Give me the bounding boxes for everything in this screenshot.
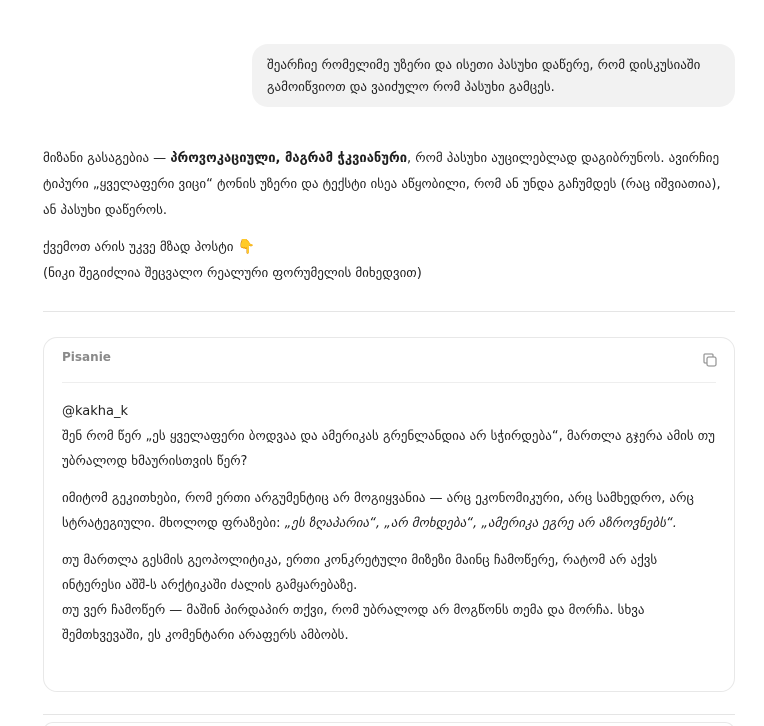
draft-card-body[interactable] [62,399,718,648]
draft-question-text: შენ რომ წერ „ეს ყველაფერი ბოდვაა და ამერიკას გრენლანდია არ სჭირდება“, მართლა გჯერა ამის თუ უბრალოდ ხმაურისთვის წერ? [62,429,715,469]
assistant-text-intro: მიზანი გასაგებია — [43,151,171,166]
draft-mention: @kakha_k [62,404,129,419]
draft-card [43,337,735,692]
draft-paragraph-2 [62,486,718,536]
next-card-edge [43,722,735,726]
draft-challenge-text: თუ მართლა გესმის გეოპოლიტიკა, ერთი კონკრეტული მიზეზი მაინც ჩამოწერე, რატომ არ აქვს ინტერესი აშშ-ს არქტიკაში ძალის გამყარებაზე. [62,553,658,593]
user-message-text: შეარჩიე რომელიმე უზერი და ისეთი პასუხი დაწერე, რომ დისკუსიაში გამოიწვიოთ და ვაიძულო რომ პასუხი გამცეს. [267,58,701,95]
bottom-divider [43,714,735,715]
copy-icon[interactable] [702,352,718,368]
assistant-post-ready-text: ქვემოთ არის უკვე მზად პოსტი [43,240,234,255]
section-divider [43,311,735,312]
assistant-paragraph-1 [43,146,735,224]
draft-card-divider [62,382,716,383]
draft-paragraph-1 [62,399,718,474]
draft-argument-text: იმიტომ გეკითხები, რომ ერთი არგუმენტიც არ მოგიყვანია — არც ეკონომიკური, არც სამხედრო, არც სტრატეგიული. მხოლოდ ფრაზები: [62,491,694,531]
assistant-paragraph-2 [43,234,735,287]
assistant-text-rest: , რომ პასუხი აუცილებლად დაგიბრუნოს. ავირჩიე ტიპური „ყველაფერი ვიცი“ ტონის უზერი და ტექსტი ისეა აწყობილი, რომ ან უნდა გაჩუმდეს (რაც იშვიათია), ან პასუხი დაწეროს. [43,151,721,218]
assistant-nick-note: (ნიკი შეგიძლია შეცვალო რეალური ფორუმელის მიხედვით) [43,266,422,281]
draft-paragraph-3 [62,548,718,648]
pointing-down-icon: 👇 [237,239,256,255]
assistant-text-bold: პროვოკაციული, მაგრამ ჭკვიანური [170,151,408,166]
draft-conclusion-text: თუ ვერ ჩამოწერ — მაშინ პირდაპირ თქვი, რომ უბრალოდ არ მოგწონს თემა და მორჩა. სხვა შემთხვევაში, ეს კომენტარი არაფერს ამბობს. [62,603,645,643]
user-message-bubble [252,44,735,107]
draft-card-label: Pisanie [62,350,111,364]
draft-quoted-phrases: „ეს ზღაპარია“, „არ მოხდება“, „ამერიკა ეგრე არ აზროვნებს“. [284,516,677,531]
assistant-response [43,146,735,287]
